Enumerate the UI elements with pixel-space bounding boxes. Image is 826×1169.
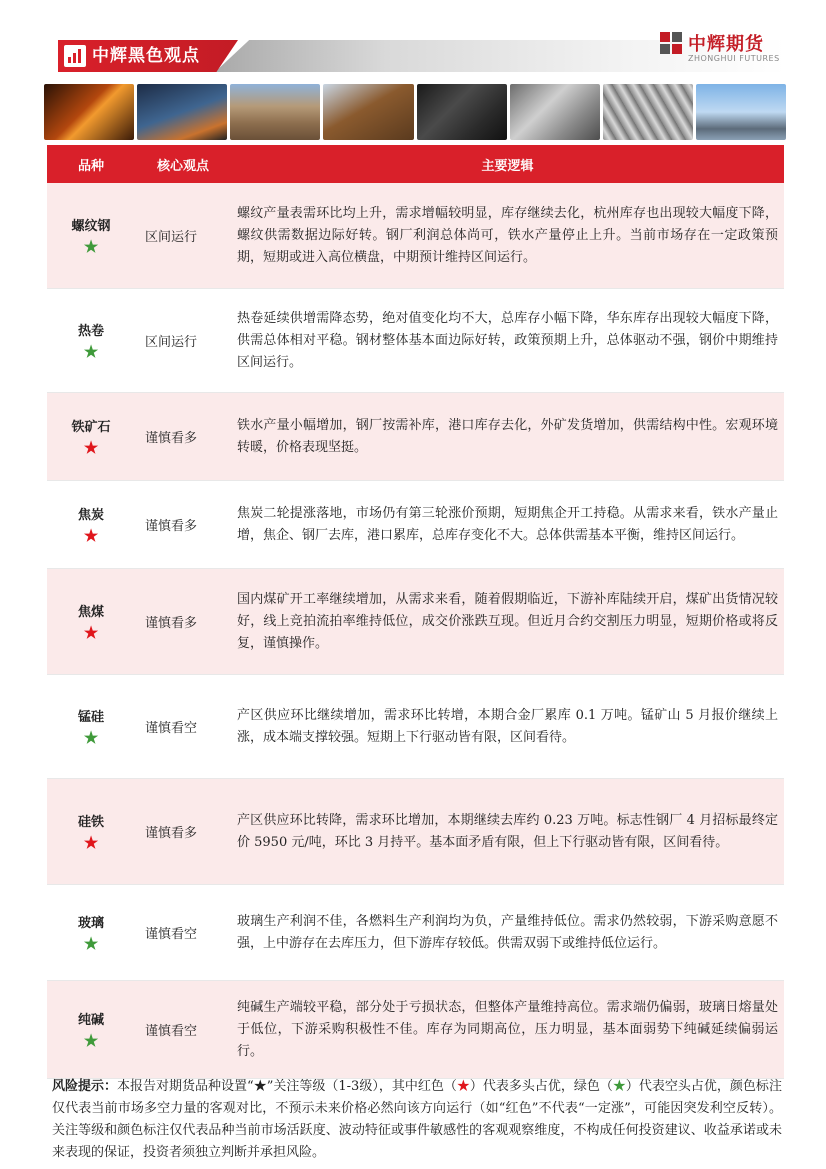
photo-mill-interior xyxy=(137,84,227,140)
red-star-icon: ★ xyxy=(456,1079,470,1094)
risk-text-4: ）代表空头占优，颜色标注仅代表当前市场多空力量的客观对比，不预示未来价格必然向该方向运行（如“红色”不代表“一定涨”，可能因突发利空反转）。关注等级和颜色标注仅代表品种当前市场活跃度、波动特征或事件敏感性的客观观察维度，不构成任何投资建议、收益承诺或未来表现的保证，投资者须独立判断并承担风险。 xyxy=(52,1079,782,1160)
photo-strip xyxy=(44,84,786,140)
green-star-icon: ★ xyxy=(83,934,99,953)
variety-name: 硅铁 xyxy=(77,815,104,830)
variety-cell xyxy=(47,393,135,480)
green-star-icon: ★ xyxy=(83,1031,99,1050)
brand-name-en: ZHONGHUI FUTURES xyxy=(688,54,780,63)
table-row xyxy=(47,289,784,393)
logic-cell: 焦炭二轮提涨落地，市场仍有第三轮涨价预期，短期焦企开工持稳。从需求来看，铁水产量止增，焦企、钢厂去库，港口累库，总库存变化不大。总体供需基本平衡，维持区间运行。 xyxy=(237,505,778,543)
green-star-icon: ★ xyxy=(83,237,99,256)
view-cell: 谨慎看空 xyxy=(145,721,198,736)
view-cell: 区间运行 xyxy=(145,230,198,245)
variety-name: 铁矿石 xyxy=(71,420,111,435)
variety-cell xyxy=(47,183,135,288)
logic-cell: 热卷延续供增需降态势，绝对值变化均不大，总库存小幅下降，华东库存出现较大幅度下降，供需总体相对平稳。钢材整体基本面边际好转，政策预期上升，总体驱动不强，钢价中期维持区间运行。 xyxy=(237,310,778,370)
star-icon: ★ xyxy=(253,1079,267,1094)
photo-excavator xyxy=(323,84,413,140)
photo-rebar xyxy=(603,84,693,140)
variety-cell xyxy=(47,675,135,778)
table-row xyxy=(47,183,784,289)
logic-cell: 产区供应环比转降，需求环比增加，本期继续去库约 0.23 万吨。标志性钢厂 4 月招标最终定价 5950 元/吨，环比 3 月持平。基本面矛盾有限，但上下行驱动皆有限，区间看待。 xyxy=(237,812,778,850)
red-star-icon: ★ xyxy=(83,526,99,545)
table-row xyxy=(47,885,784,981)
views-table xyxy=(47,145,784,1079)
variety-cell xyxy=(47,981,135,1078)
view-cell: 谨慎看多 xyxy=(145,431,198,446)
page-header xyxy=(0,0,826,80)
view-cell: 谨慎看多 xyxy=(145,826,198,841)
variety-name: 热卷 xyxy=(77,324,104,339)
red-star-icon: ★ xyxy=(83,438,99,457)
logic-cell: 产区供应环比继续增加，需求环比转增，本期合金厂累库 0.1 万吨。锰矿山 5 月报价继续上涨，成本端支撑较强。短期上下行驱动皆有限，区间看待。 xyxy=(237,707,778,745)
variety-name: 螺纹钢 xyxy=(71,219,111,234)
brand-logo xyxy=(660,30,790,70)
variety-name: 锰硅 xyxy=(77,710,104,725)
risk-text-2: ”关注等级（1-3级），其中红色（ xyxy=(266,1079,457,1094)
brand-mark-icon xyxy=(660,32,684,56)
bar-chart-icon xyxy=(64,45,86,67)
table-row xyxy=(47,481,784,569)
variety-cell xyxy=(47,885,135,980)
header-view: 核心观点 xyxy=(156,158,209,174)
variety-name: 焦炭 xyxy=(77,508,104,523)
variety-name: 纯碱 xyxy=(77,1013,104,1028)
photo-steel-furnace xyxy=(44,84,134,140)
logic-cell: 铁水产量小幅增加，钢厂按需补库，港口库存去化，外矿发货增加，供需结构中性。宏观环境转暖，价格表现坚挺。 xyxy=(237,417,778,455)
photo-open-pit-mine xyxy=(230,84,320,140)
header-variety: 品种 xyxy=(77,158,104,174)
logic-cell: 玻璃生产利润不佳，各燃料生产利润均为负，产量维持低位。需求仍然较弱，下游采购意愿不强，上中游存在去库压力，但下游库存较低。供需双弱下或维持低位运行。 xyxy=(237,913,778,951)
risk-text-3: ）代表多头占优，绿色（ xyxy=(469,1079,613,1094)
table-row xyxy=(47,393,784,481)
view-cell: 谨慎看多 xyxy=(145,519,198,534)
view-cell: 区间运行 xyxy=(145,335,198,350)
green-star-icon: ★ xyxy=(612,1079,626,1094)
green-star-icon: ★ xyxy=(83,342,99,361)
table-row xyxy=(47,779,784,885)
view-cell: 谨慎看多 xyxy=(145,616,198,631)
view-cell: 谨慎看空 xyxy=(145,1024,198,1039)
table-row xyxy=(47,675,784,779)
section-title: 中辉黑色观点 xyxy=(92,46,200,66)
logic-cell: 国内煤矿开工率继续增加，从需求来看，随着假期临近，下游补库陆续开启，煤矿出货情况较好，线上竞拍流拍率维持低位，成交价涨跌互现。但近月合约交割压力明显，短期价格或将反复，谨慎操作。 xyxy=(237,591,778,651)
risk-disclaimer xyxy=(52,1076,782,1164)
variety-cell xyxy=(47,779,135,884)
header-logic: 主要逻辑 xyxy=(481,158,534,174)
risk-text-1: 本报告对期货品种设置“ xyxy=(117,1079,254,1094)
logic-cell: 纯碱生产端较平稳，部分处于亏损状态，但整体产量维持高位。需求端仍偏弱，玻璃日熔量处于低位，下游采购积极性不佳。库存为同期高位，压力明显，基本面弱势下纯碱延续偏弱运行。 xyxy=(237,999,778,1059)
green-star-icon: ★ xyxy=(83,728,99,747)
variety-cell xyxy=(47,481,135,568)
table-row xyxy=(47,981,784,1079)
photo-metal-blocks xyxy=(510,84,600,140)
table-row xyxy=(47,569,784,675)
logic-cell: 螺纹产量表需环比均上升，需求增幅较明显，库存继续去化，杭州库存也出现较大幅度下降，螺纹供需数据边际好转。钢厂利润总体尚可，铁水产量停止上升。当前市场存在一定政策预期，短期或进入高位横盘，中期预计维持区间运行。 xyxy=(237,205,778,265)
variety-cell xyxy=(47,569,135,674)
view-cell: 谨慎看空 xyxy=(145,927,198,942)
variety-cell xyxy=(47,289,135,392)
table-header xyxy=(47,145,784,183)
photo-coal-miners xyxy=(417,84,507,140)
brand-name-cn: 中辉期货 xyxy=(688,34,764,55)
variety-name: 玻璃 xyxy=(77,916,104,931)
red-star-icon: ★ xyxy=(83,833,99,852)
red-star-icon: ★ xyxy=(83,623,99,642)
risk-label: 风险提示： xyxy=(52,1079,118,1094)
photo-bridge xyxy=(696,84,786,140)
variety-name: 焦煤 xyxy=(77,605,104,620)
